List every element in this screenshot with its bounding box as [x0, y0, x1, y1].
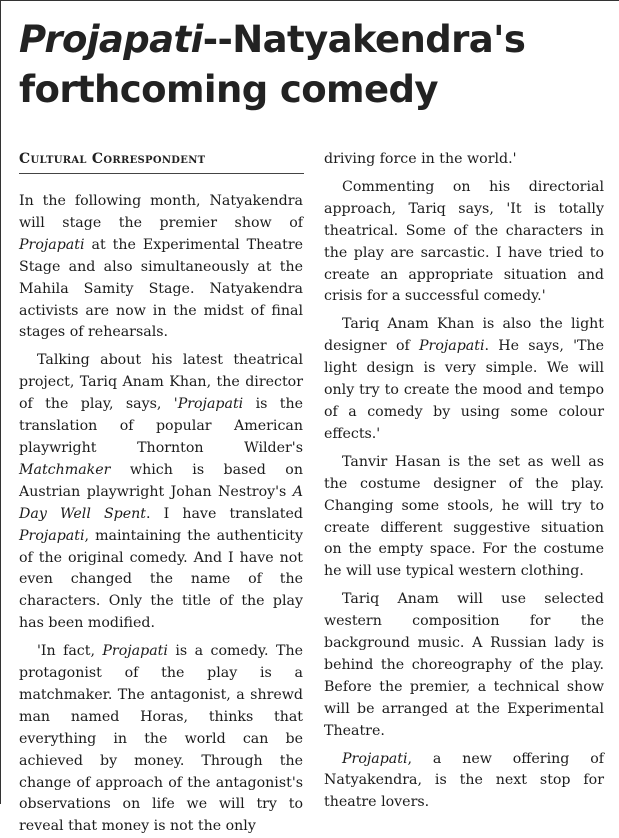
text-run: which is based on Austrian playwright Johan Nestroy's [19, 461, 303, 500]
text-run: . He says, 'The light design is very simple. We will only try to create the mood and tempo of a comedy by using some colour effects.' [324, 338, 604, 442]
text-run: 'In fact, [37, 643, 103, 660]
paragraph [19, 350, 303, 635]
italic-run: Projapati [177, 396, 244, 413]
italic-run: Projapati [102, 643, 168, 660]
text-run: is the translation of popular American playwright Thornton Wilder's [19, 396, 303, 456]
text-run: driving force in the world.' [324, 151, 517, 167]
italic-run: Projapati [419, 338, 485, 355]
byline [19, 151, 304, 174]
text-run: , maintaining the authenticity of the original comedy. And I have not even changed the name of the characters. Only the title of the play has been modified. [19, 527, 303, 632]
text-run: Talking about his latest theatrical project, Tariq Anam Khan, the director of the play, says, ' [19, 352, 303, 413]
headline-play-title: Projapati [19, 18, 203, 61]
text-run: Commenting on his directorial approach, Tariq says, 'It is totally theatrical. Some of the characters in the play are sarcastic. I have tried to create an appropriate situation and crisis for a successful comedy.' [324, 178, 604, 305]
italic-run: Projapati [19, 527, 85, 544]
right-column [324, 149, 604, 814]
text-run: , a new offering of Natyakendra, is the next stop for theatre lovers. [324, 750, 604, 811]
text-run: In the following month, Natyakendra will stage the premier show of [19, 193, 303, 231]
text-run: . I have translated [146, 505, 303, 522]
text-run: is a comedy. The protagonist of the play is a matchmaker. The antagonist, a shrewd man named Horas, thinks that everything in the world can be achieved by money. Through the change of approach of the antagonist's observations on life we will try to reveal that money is not the only [19, 643, 303, 835]
paragraph [324, 749, 604, 815]
text-run: Tariq Anam will use selected western composition for the background music. A Russian lady is behind the choreography of the play. Before the premier, a technical show will be arranged at the Experimental Theatre. [324, 591, 604, 739]
byline-text: Cultural Correspondent [19, 151, 206, 167]
italic-run: Projapati [342, 750, 408, 767]
italic-run: Projapati [19, 236, 85, 253]
paragraph [324, 177, 604, 308]
italic-run: A Day Well Spent [19, 483, 303, 522]
headline [19, 15, 609, 115]
italic-run: Matchmaker [19, 461, 111, 478]
paragraph [324, 452, 604, 583]
text-run: Tanvir Hasan is the set as well as the costume designer of the play. Changing some stools, he will try to create different suggestive situation on the empty space. For the costume he will use typical western clothing. [324, 453, 604, 580]
paragraph [324, 149, 604, 171]
paragraph [19, 191, 303, 344]
text-run: at the Experimental Theatre Stage and also simultaneously at the Mahila Samity Stage. Natyakendra activists are now in the midst of final stages of rehearsals. [19, 236, 303, 341]
text-run: Tariq Anam Khan is also the light designer of [324, 316, 604, 355]
paragraph [19, 641, 303, 838]
left-column [19, 191, 303, 838]
paragraph [324, 314, 604, 445]
paragraph [324, 589, 604, 742]
headline-text: --Natyakendra's forthcoming comedy [19, 18, 526, 111]
